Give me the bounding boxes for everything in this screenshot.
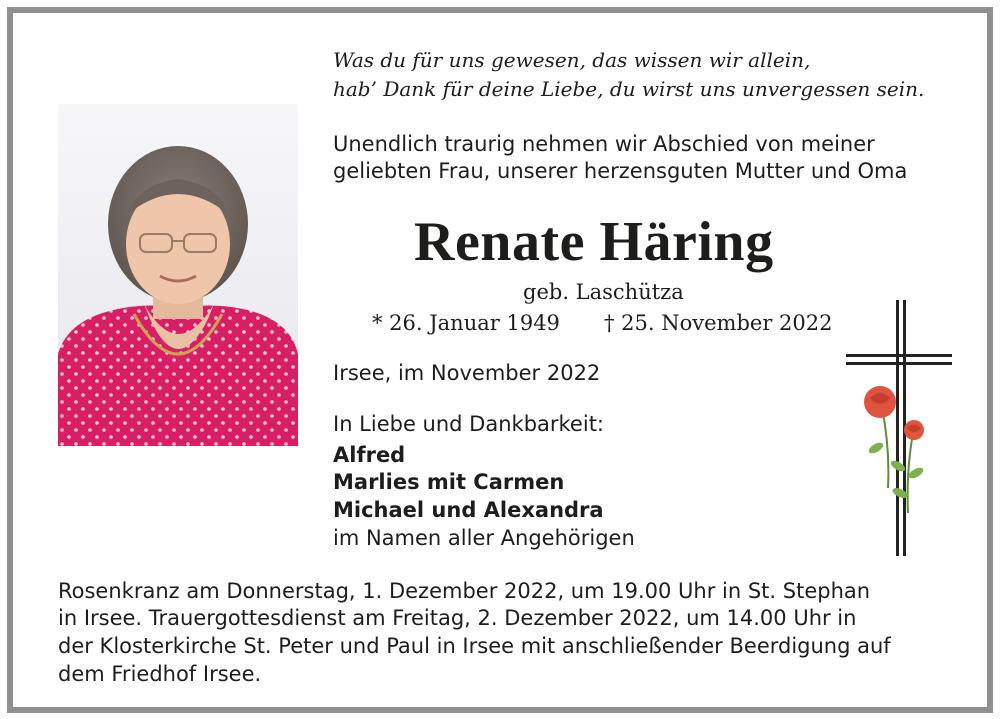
place-date: Irsee, im November 2022 <box>333 361 601 385</box>
mourner-name: Alfred <box>333 443 406 467</box>
birth-name: geb. Laschütza <box>523 280 684 304</box>
death-date: † 25. November 2022 <box>604 311 833 335</box>
services-line-1: Rosenkranz am Donnerstag, 1. Dezember 2022, um 19.00 Uhr in St. Stephan <box>58 579 871 603</box>
services-line-3: der Klosterkirche St. Peter und Paul in Irsee mit anschließender Beerdigung auf <box>58 634 891 658</box>
mourner-name: Marlies mit Carmen <box>333 470 565 494</box>
intro-line-2: geliebten Frau, unserer herzensguten Mutter und Oma <box>333 159 908 183</box>
poem-line-2: hab’ Dank für deine Liebe, du wirst uns unvergessen sein. <box>333 77 925 101</box>
mourners-heading: In Liebe und Dankbarkeit: <box>333 412 605 436</box>
birth-date: * 26. Januar 1949 <box>372 311 560 335</box>
portrait-photo <box>58 104 298 446</box>
deceased-name: Renate Häring <box>414 211 774 273</box>
services-line-4: dem Friedhof Irsee. <box>58 662 262 686</box>
poem-line-1: Was du für uns gewesen, das wissen wir allein, <box>333 48 811 72</box>
mourners-closing: im Namen aller Angehörigen <box>333 526 635 550</box>
cross-with-roses-icon <box>842 298 958 564</box>
intro-line-1: Unendlich traurig nehmen wir Abschied von meiner <box>333 132 875 156</box>
mourner-name: Michael und Alexandra <box>333 498 604 522</box>
services-line-2: in Irsee. Trauergottesdienst am Freitag, 2. Dezember 2022, um 14.00 Uhr in <box>58 606 857 630</box>
